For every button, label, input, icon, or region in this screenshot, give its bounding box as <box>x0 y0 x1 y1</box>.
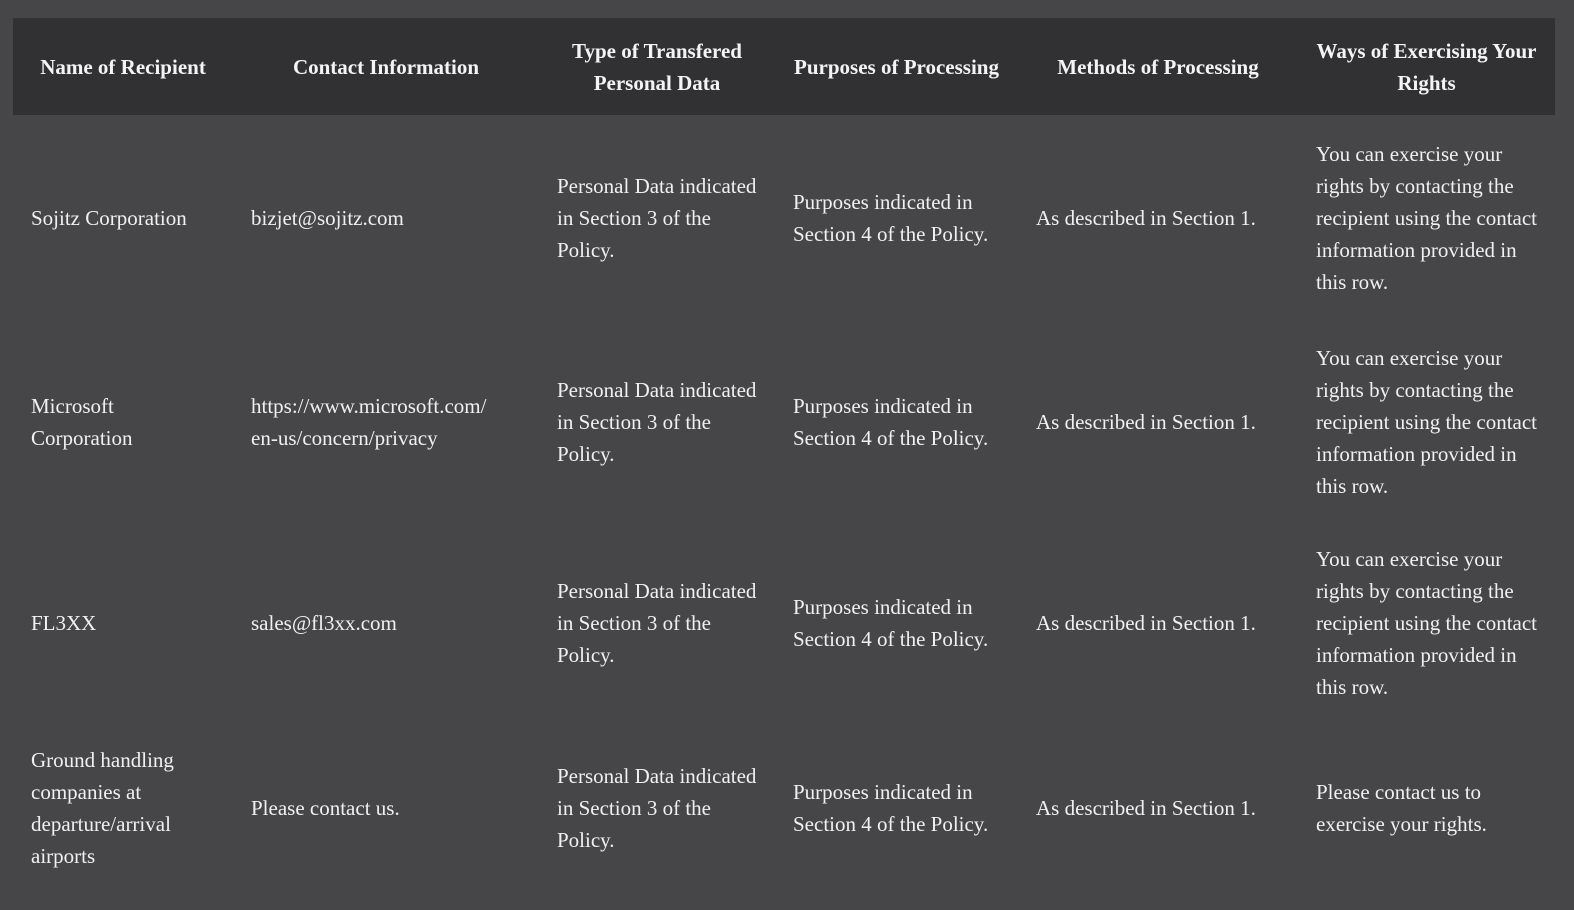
table-row <box>13 321 1555 522</box>
contact-url-text: https://www.microsoft.com/ en-us/concern/privacy <box>251 393 487 450</box>
cell-recipient-name: Microsoft Corporation <box>31 393 133 450</box>
recipients-table <box>13 18 1555 893</box>
cell-purposes: Purposes indicated in Section 4 of the Policy. <box>793 780 989 836</box>
cell-recipient-name: FL3XX <box>31 610 97 635</box>
header-row <box>13 18 1555 115</box>
cell-purposes: Purposes indicated in Section 4 of the Policy. <box>793 393 989 450</box>
cell-recipient-name: Ground handling companies at departure/arrival airports <box>31 748 174 868</box>
table-row <box>13 723 1555 893</box>
header-contact-information: Contact Information <box>292 54 480 79</box>
cell-rights: You can exercise your rights by contacting the recipient using the contact information provided in this row. <box>1316 345 1538 498</box>
header-rights: Ways of Exercising Your Rights <box>1316 38 1537 95</box>
cell-data-type: Personal Data indicated in Section 3 of the Policy. <box>557 377 757 466</box>
header-name-of-recipient: Name of Recipient <box>40 54 206 79</box>
cell-methods: As described in Section 1. <box>1036 796 1256 820</box>
table-row <box>13 115 1555 321</box>
cell-data-type: Personal Data indicated in Section 3 of the Policy. <box>557 578 757 667</box>
cell-methods: As described in Section 1. <box>1036 409 1256 434</box>
cell-purposes: Purposes indicated in Section 4 of the Policy. <box>793 594 989 651</box>
cell-rights: You can exercise your rights by contacting the recipient using the contact information provided in this row. <box>1316 546 1538 699</box>
table-body <box>13 115 1555 893</box>
cell-methods: As described in Section 1. <box>1036 206 1256 230</box>
cell-rights: You can exercise your rights by contacting the recipient using the contact information provided in this row. <box>1316 142 1538 294</box>
table-row <box>13 522 1555 723</box>
cell-data-type: Personal Data indicated in Section 3 of the Policy. <box>557 764 757 852</box>
cell-methods: As described in Section 1. <box>1036 610 1256 635</box>
cell-purposes: Purposes indicated in Section 4 of the Policy. <box>793 190 989 246</box>
cell-contact: Please contact us. <box>251 796 400 820</box>
cell-contact <box>233 321 539 522</box>
cell-contact: bizjet@sojitz.com <box>251 206 404 230</box>
cell-rights: Please contact us to exercise your rights. <box>1316 780 1487 836</box>
cell-data-type: Personal Data indicated in Section 3 of the Policy. <box>557 174 757 262</box>
header-purposes: Purposes of Processing <box>794 54 999 79</box>
cell-recipient-name: Sojitz Corporation <box>31 206 187 230</box>
recipients-table-container <box>13 18 1555 893</box>
cell-contact: sales@fl3xx.com <box>251 610 397 635</box>
header-type-of-data: Type of Transfered Personal Data <box>572 38 742 95</box>
table-header <box>13 18 1555 115</box>
header-methods: Methods of Processing <box>1057 54 1259 79</box>
